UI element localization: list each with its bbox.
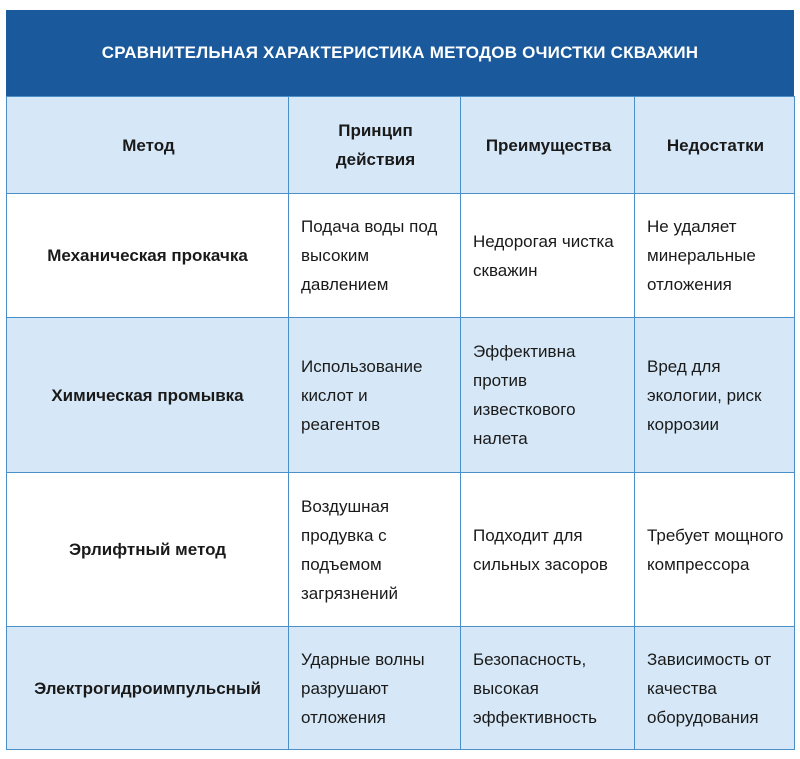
disadvantages-cell: Вред для экологии, риск коррозии [635,318,795,473]
table-row [7,318,795,473]
method-cell: Химическая промывка [7,318,289,473]
advantages-cell: Безопасность, высокая эффективность [461,627,635,750]
disadvantages-cell: Зависимость от качества оборудования [635,627,795,750]
table-title: СРАВНИТЕЛЬНАЯ ХАРАКТЕРИСТИКА МЕТОДОВ ОЧИСТКИ СКВАЖИН [6,10,794,96]
method-cell: Электрогидроимпульсный [7,627,289,750]
header-advantages: Преимущества [461,97,635,194]
principle-cell: Ударные волны разрушают отложения [289,627,461,750]
header-principle: Принцип действия [289,97,461,194]
disadvantages-cell: Требует мощного компрессора [635,473,795,627]
advantages-cell: Недорогая чистка скважин [461,194,635,318]
table-row [7,194,795,318]
table-row [7,473,795,627]
comparison-table [6,96,795,750]
header-row [7,97,795,194]
method-cell: Эрлифтный метод [7,473,289,627]
principle-cell: Воздушная продувка с подъемом загрязнений [289,473,461,627]
comparison-infographic [6,10,794,750]
principle-cell: Подача воды под высоким давлением [289,194,461,318]
header-method: Метод [7,97,289,194]
header-disadvantages: Недостатки [635,97,795,194]
advantages-cell: Эффективна против известкового налета [461,318,635,473]
table-row [7,627,795,750]
method-cell: Механическая прокачка [7,194,289,318]
principle-cell: Использование кислот и реагентов [289,318,461,473]
advantages-cell: Подходит для сильных засоров [461,473,635,627]
disadvantages-cell: Не удаляет минеральные отложения [635,194,795,318]
